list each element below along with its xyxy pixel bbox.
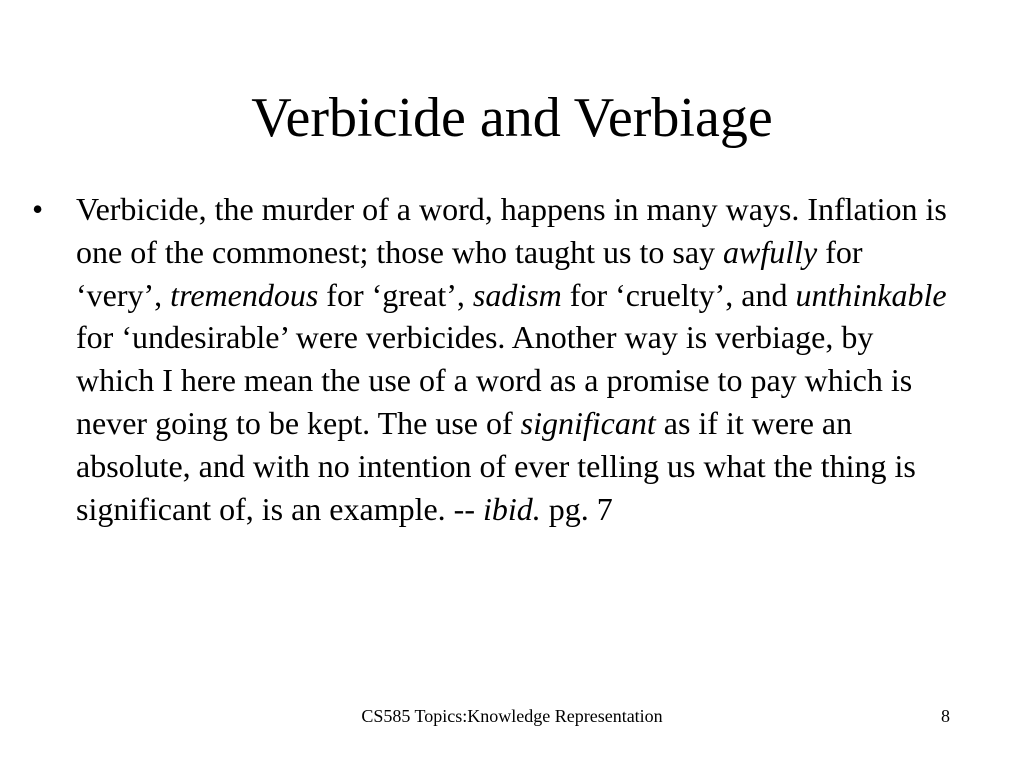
slide-title: Verbicide and Verbiage bbox=[251, 87, 773, 149]
text-segment: for ‘cruelty’, and bbox=[561, 276, 796, 313]
italic-word-significant: significant bbox=[520, 404, 656, 441]
text-segment: pg. 7 bbox=[540, 490, 613, 527]
italic-word-unthinkable: unthinkable bbox=[795, 276, 947, 313]
text-segment: for ‘undesirable’ were verbicides. Another way is verbiage, by which I here mean the use of a word as a promise to pay which is never going to be kept. The use of bbox=[76, 319, 913, 441]
italic-word-sadism: sadism bbox=[472, 276, 562, 313]
italic-word-ibid: ibid. bbox=[482, 490, 541, 527]
bullet-text bbox=[76, 188, 952, 530]
text-segment: as if it were an absolute, and with no intention of ever telling us what the thing is significant of, is an example. -- bbox=[76, 404, 916, 527]
bullet-item bbox=[32, 188, 952, 530]
footer-course: CS585 Topics:Knowledge Representation bbox=[361, 706, 663, 726]
italic-word-tremendous: tremendous bbox=[170, 276, 319, 313]
footer-page-number: 8 bbox=[941, 706, 950, 726]
text-segment: for ‘very’, bbox=[76, 233, 863, 313]
text-segment: for ‘great’, bbox=[318, 276, 473, 313]
italic-word-awfully: awfully bbox=[723, 233, 818, 270]
bullet-icon: • bbox=[32, 191, 44, 227]
text-segment: Verbicide, the murder of a word, happens in many ways. Inflation is one of the commonest; those who taught us to say bbox=[76, 191, 947, 270]
slide-body bbox=[32, 188, 952, 530]
